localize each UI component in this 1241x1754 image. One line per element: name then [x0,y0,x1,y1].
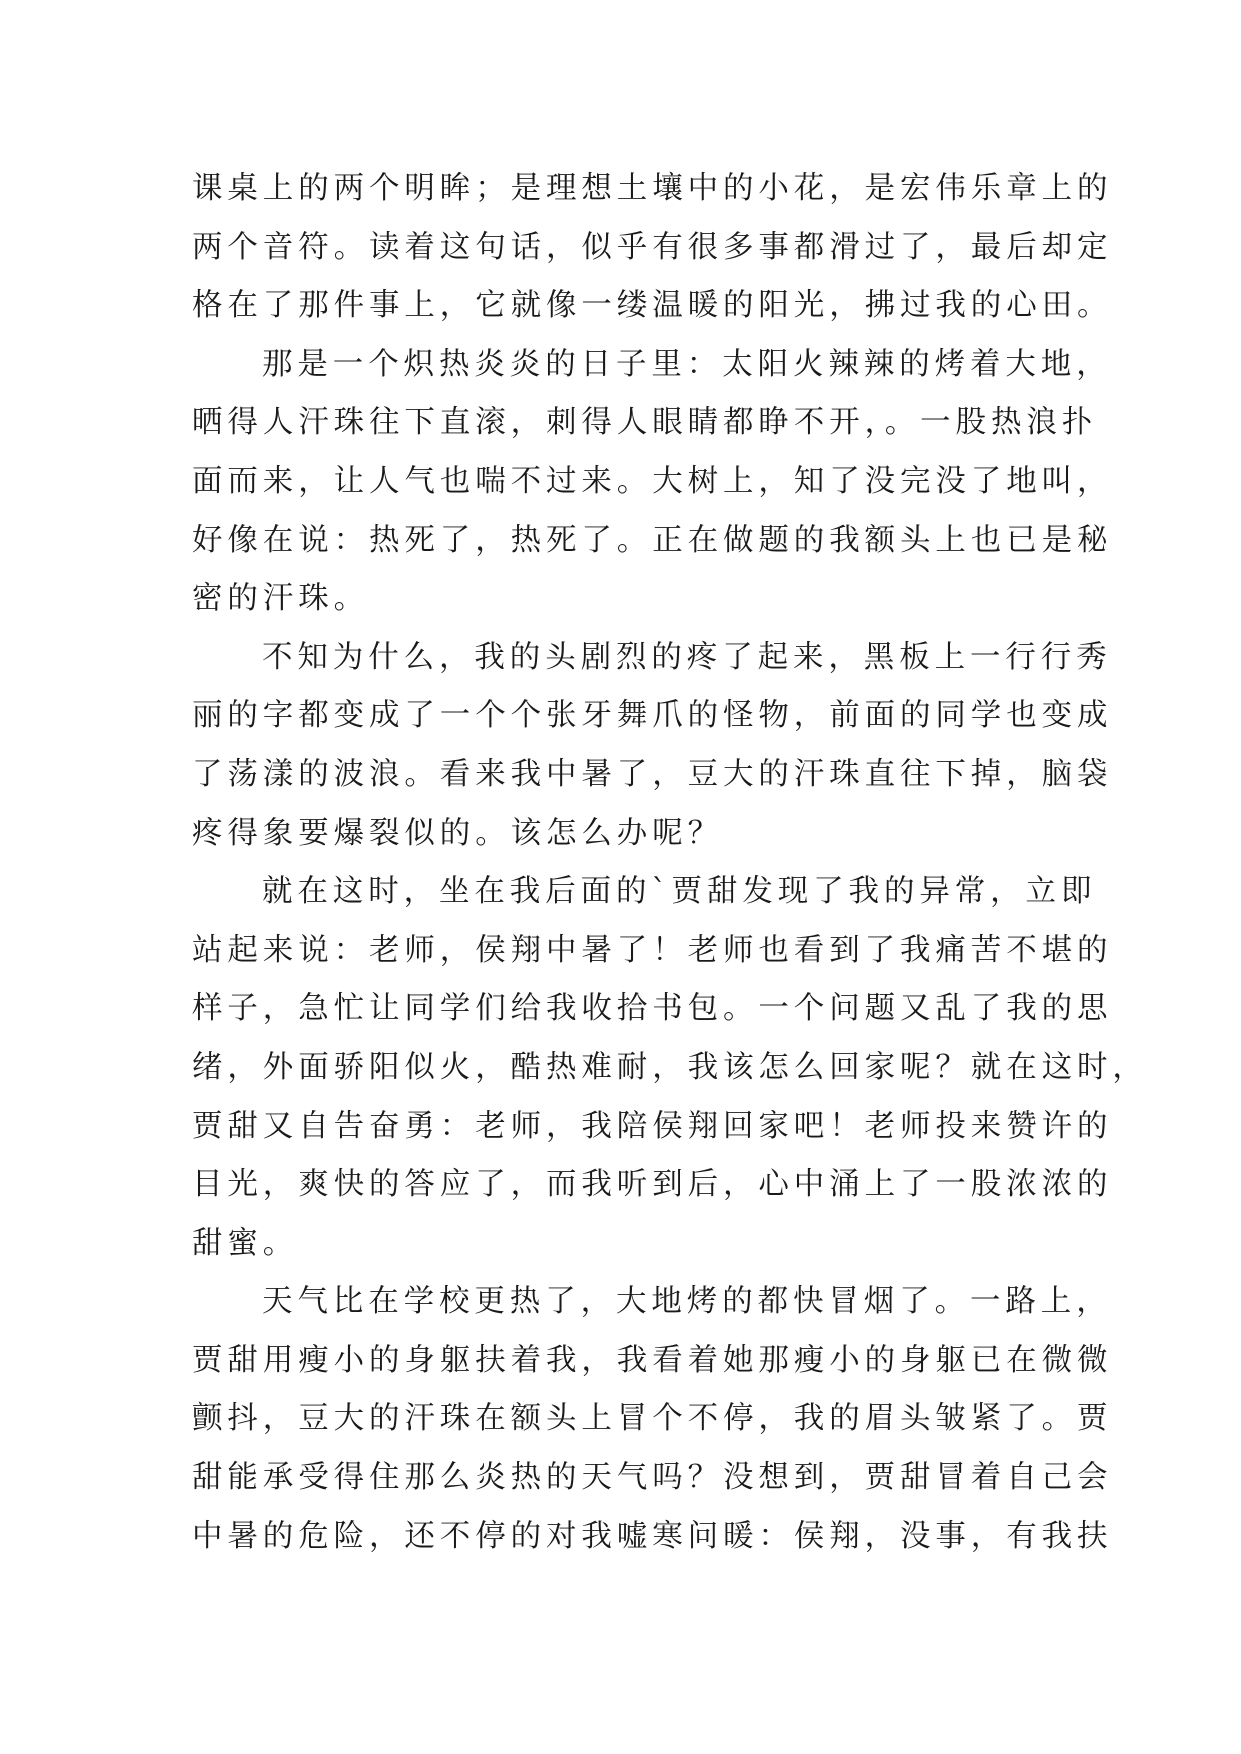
text-line: 了荡漾的波浪。看来我中暑了，豆大的汗珠直往下掉，脑袋 [192,756,1113,792]
text-line: 样子，急忙让同学们给我收拾书包。一个问题又乱了我的思 [192,991,1113,1027]
text-line: 好像在说：热死了，热死了。正在做题的我额头上也已是秘 [192,522,1113,558]
text-line: 颤抖，豆大的汗珠在额头上冒个不停，我的眉头皱紧了。贾 [192,1401,1113,1437]
text-line: 中暑的危险，还不停的对我嘘寒问暖：侯翔，没事，有我扶 [192,1518,1113,1554]
text-line: 疼得象要爆裂似的。该怎么办呢？ [192,815,723,851]
text-line: 就在这时，坐在我后面的`贾甜发现了我的异常，立即 [262,874,1097,910]
text-line: 丽的字都变成了一个个张牙舞爪的怪物，前面的同学也变成 [192,698,1113,734]
text-line: 不知为什么，我的头剧烈的疼了起来，黑板上一行行秀 [262,639,1112,675]
text-line: 贾甜用瘦小的身躯扶着我，我看着她那瘦小的身躯已在微微 [192,1342,1113,1378]
text-line: 面而来，让人气也喘不过来。大树上，知了没完没了地叫， [192,463,1113,499]
text-line: 站起来说：老师，侯翔中暑了！老师也看到了我痛苦不堪的 [192,932,1113,968]
text-line: 天气比在学校更热了，大地烤的都快冒烟了。一路上， [262,1284,1112,1320]
text-line: 两个音符。读着这句话，似乎有很多事都滑过了，最后却定 [192,229,1113,265]
text-line: 甜蜜。 [192,1225,299,1261]
text-line: 甜能承受得住那么炎热的天气吗？没想到，贾甜冒着自己会 [192,1460,1113,1496]
text-line: 那是一个炽热炎炎的日子里：太阳火辣辣的烤着大地， [262,346,1112,382]
text-line: 密的汗珠。 [192,581,369,617]
text-line: 绪，外面骄阳似火，酷热难耐，我该怎么回家呢？就在这时， [192,1049,1148,1085]
document-body [192,160,1148,1566]
text-line: 目光，爽快的答应了，而我听到后，心中涌上了一股浓浓的 [192,1167,1113,1203]
text-line: 晒得人汗珠往下直滚，刺得人眼睛都睁不开，。一股热浪扑 [192,405,1098,441]
text-line: 格在了那件事上，它就像一缕温暖的阳光，拂过我的心田。 [192,288,1113,324]
text-line: 课桌上的两个明眸；是理想土壤中的小花，是宏伟乐章上的 [192,171,1113,206]
text-line: 贾甜又自告奋勇：老师，我陪侯翔回家吧！老师投来赞许的 [192,1108,1113,1144]
